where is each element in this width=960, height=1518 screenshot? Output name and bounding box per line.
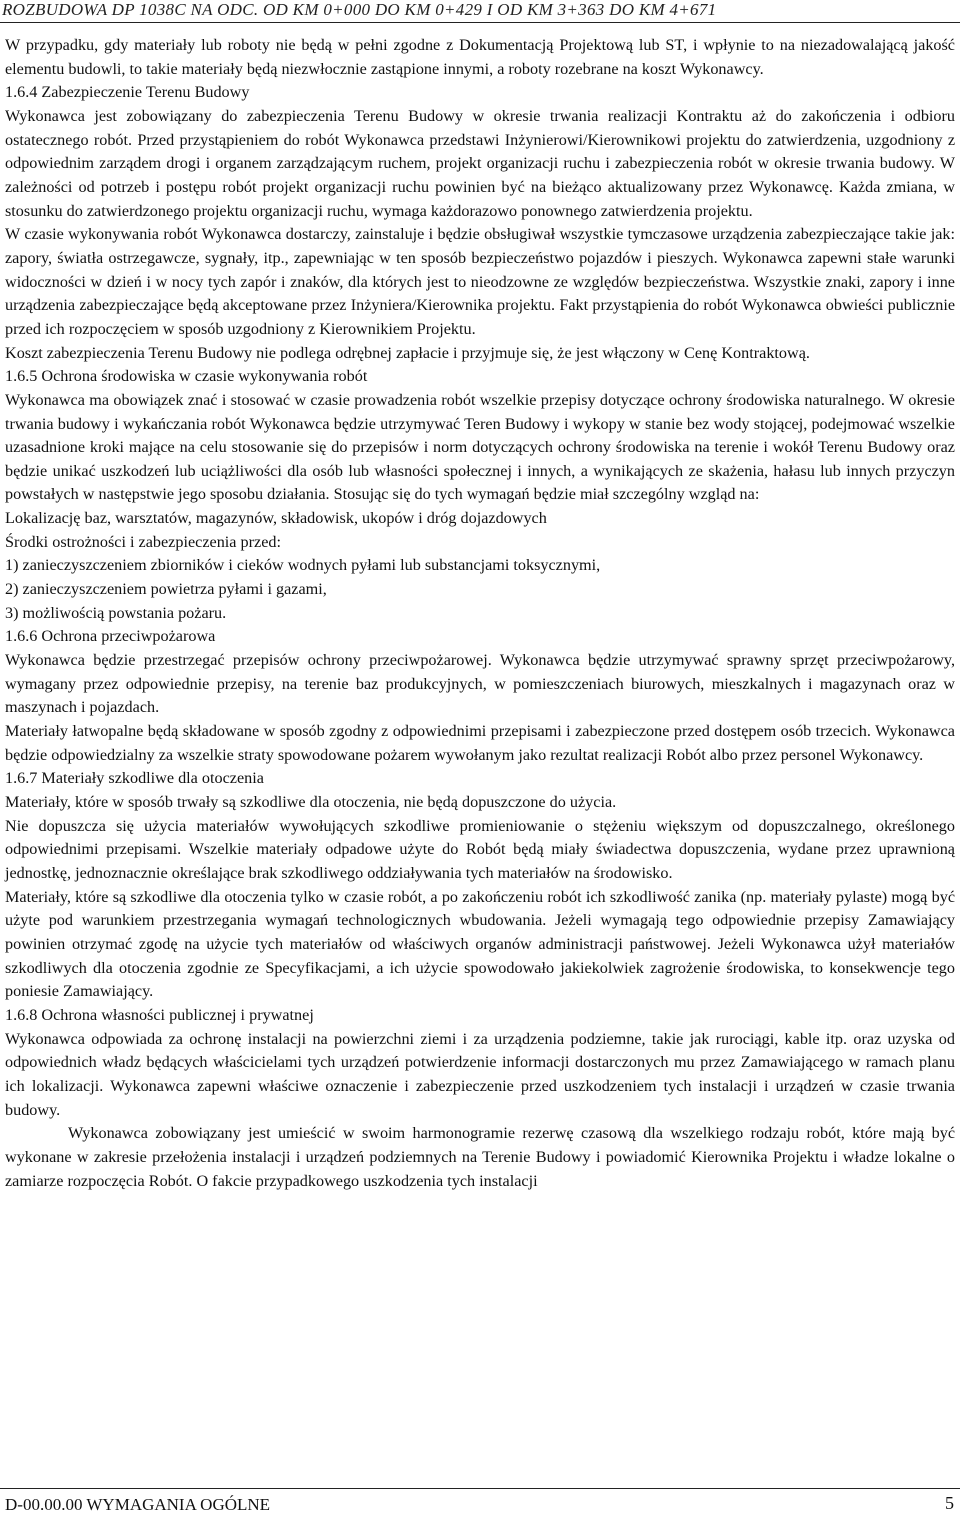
header-divider xyxy=(0,22,960,23)
paragraph: Materiały, które w sposób trwały są szkodliwe dla otoczenia, nie będą dopuszczone do użycia. xyxy=(5,793,617,811)
page-footer xyxy=(0,1488,960,1518)
section-heading-1-6-5: 1.6.5 Ochrona środowiska w czasie wykonywania robót xyxy=(5,367,368,386)
paragraph: Materiały łatwopalne będą składowane w sposób zgodny z odpowiednimi przepisami i zabezpieczone przed dostępem osób trzecich. Wykonawca będzie odpowiedzialny za wszelkie straty spowodowane pożarem wywołanym jako rezultat realizacji Robót albo przez personel Wykonawcy. xyxy=(5,722,955,764)
paragraph: Materiały, które są szkodliwe dla otoczenia tylko w czasie robót, a po zakończeniu robót ich szkodliwość zanika (np. materiały pylaste) mogą być użyte pod warunkiem przestrzegania wymagań technologicznych wbudowania. Jeżeli wymagają tego odpowiednie przepisy Zamawiający powinien otrzymać zgodę na użycie tych materiałów od właściwych organów administracji państwowej. Jeżeli Wykonawca użył materiałów szkodliwych dla otoczenia zgodnie ze Specyfikacjami, a ich użycie spowodowało jakiekolwiek zagrożenie środowiska, to konsekwencje tego poniesie Zamawiający. xyxy=(5,887,955,1001)
paragraph: Środki ostrożności i zabezpieczenia przed: xyxy=(5,532,281,551)
paragraph: Wykonawca jest zobowiązany do zabezpieczenia Terenu Budowy w okresie trwania realizacji Kontraktu aż do zakończenia i odbioru ostatecznego robót. Przed przystąpieniem do robót Wykonawca przedstawi Inżynierowi/Kierownikowi projektu do zatwierdzenia, uzgodniony z odpowiednim zarządem drogi i organem zarządzającym ruchem, projekt organizacji ruchu i zabezpieczenia robót w okresie trwania budowy. W zależności od potrzeb i postępu robót projekt organizacji ruchu powinien być na bieżąco aktualizowany przez Wykonawcę. Każda zmiana, w stosunku do zatwierdzonego projektu organizacji ruchu, wymaga każdorazowo ponownego zatwierdzenia projektu. xyxy=(5,106,955,220)
paragraph: Koszt zabezpieczenia Terenu Budowy nie podlega odrębnej zapłacie i przyjmuje się, że jest włączony w Cenę Kontraktową. xyxy=(5,343,810,362)
footer-divider xyxy=(0,1488,960,1489)
list-item: 2) zanieczyszczeniem powietrza pyłami i gazami, xyxy=(5,580,327,599)
page-number: 5 xyxy=(945,1493,954,1513)
paragraph: Wykonawca ma obowiązek znać i stosować w czasie prowadzenia robót wszelkie przepisy dotyczące ochrony środowiska naturalnego. W okresie trwania budowy i wykańczania robót Wykonawca będzie utrzymywać Teren Budowy i wykopy w stanie bez wody stojącej, podejmować wszelkie uzasadnione kroki mające na celu stosowanie się do przepisów i norm dotyczących ochrony środowiska na terenie i wokół Terenu Budowy oraz będzie unikać uszkodzeń lub uciążliwości dla osób lub własności społecznej i innych, a wynikających ze skażenia, hałasu lub innych przyczyn powstałych w następstwie jego sposobu działania. Stosując się do tych wymagań będzie miał szczególny wzgląd na: xyxy=(5,390,955,504)
paragraph: Wykonawca odpowiada za ochronę instalacji na powierzchni ziemi i za urządzenia podziemne, takie jak rurociągi, kable itp. oraz uzyska od odpowiednich władz będących właścicielami tych urządzeń potwierdzenie informacji dostarczonych mu przez Zamawiającego w ramach planu ich lokalizacji. Wykonawca zapewni właściwe oznaczenie i zabezpieczenie przed uszkodzeniem tych instalacji i urządzeń w czasie trwania budowy. xyxy=(5,1029,955,1119)
paragraph: W czasie wykonywania robót Wykonawca dostarczy, zainstaluje i będzie obsługiwał wszystkie tymczasowe urządzenia zabezpieczające takie jak: zapory, światła ostrzegawcze, sygnały, itp., zapewniając w ten sposób bezpieczeństwo pojazdów i pieszych. Wykonawca zapewni stałe warunki widoczności w dzień i w nocy tych zapór i znaków, dla których jest to nieodzowne ze względów bezpieczeństwa. Wszystkie znaki, zapory i inne urządzenia zabezpieczające będą akceptowane przez Inżyniera/Kierownika projektu. Fakt przystąpienia do robót Wykonawca obwieści publicznie przed ich rozpoczęciem w sposób uzgodniony z Kierownikiem Projektu. xyxy=(5,225,955,338)
paragraph: Wykonawca zobowiązany jest umieścić w swoim harmonogramie rezerwę czasową dla wszelkiego rodzaju robót, które mają być wykonane w zakresie przełożenia instalacji i urządzeń podziemnych na Terenie Budowy i powiadomić Kierownika Projektu i władze lokalne o zamiarze rozpoczęcia Robót. O fakcie przypadkowego uszkodzenia tych instalacji xyxy=(5,1124,955,1190)
section-heading-1-6-6: 1.6.6 Ochrona przeciwpożarowa xyxy=(5,627,216,646)
section-heading-1-6-7: 1.6.7 Materiały szkodliwe dla otoczenia xyxy=(5,769,264,788)
document-body xyxy=(5,34,955,1193)
section-heading-1-6-4: 1.6.4 Zabezpieczenie Terenu Budowy xyxy=(5,83,250,102)
list-item: 1) zanieczyszczeniem zbiorników i cieków wodnych pyłami lub substancjami toksycznymi, xyxy=(5,556,601,575)
document-title: ROZBUDOWA DP 1038C NA ODC. OD KM 0+000 DO KM 0+429 I OD KM 3+363 DO KM 4+671 xyxy=(2,0,717,19)
list-item: 3) możliwością powstania pożaru. xyxy=(5,603,227,622)
paragraph: Nie dopuszcza się użycia materiałów wywołujących szkodliwe promieniowanie o stężeniu większym od dopuszczalnego, określonego odpowiednimi przepisami. Wszelkie materiały odpadowe użyte do Robót będą miały świadectwa dopuszczenia, wydane przez uprawnioną jednostkę, jednoznacznie określające brak szkodliwego oddziaływania tych materiałów na środowisko. xyxy=(5,816,955,882)
paragraph: Wykonawca będzie przestrzegać przepisów ochrony przeciwpożarowej. Wykonawca będzie utrzymywać sprawny sprzęt przeciwpożarowy, wymagany przez odpowiednie przepisy, na terenie baz produkcyjnych, w pomieszczeniach biurowych, mieszkalnych i magazynach oraz w maszynach i pojazdach. xyxy=(5,651,955,717)
footer-document-code: D-00.00.00 WYMAGANIA OGÓLNE xyxy=(5,1495,271,1514)
page-header xyxy=(0,0,960,28)
paragraph: Lokalizację baz, warsztatów, magazynów, składowisk, ukopów i dróg dojazdowych xyxy=(5,509,547,528)
section-heading-1-6-8: 1.6.8 Ochrona własności publicznej i prywatnej xyxy=(5,1005,314,1024)
paragraph: W przypadku, gdy materiały lub roboty nie będą w pełni zgodne z Dokumentacją Projektową lub ST, i wpłynie to na niezadowalającą jakość elementu budowli, to takie materiały będą niezwłocznie zastąpione innymi, a roboty rozebrane na koszt Wykonawcy. xyxy=(5,36,955,78)
